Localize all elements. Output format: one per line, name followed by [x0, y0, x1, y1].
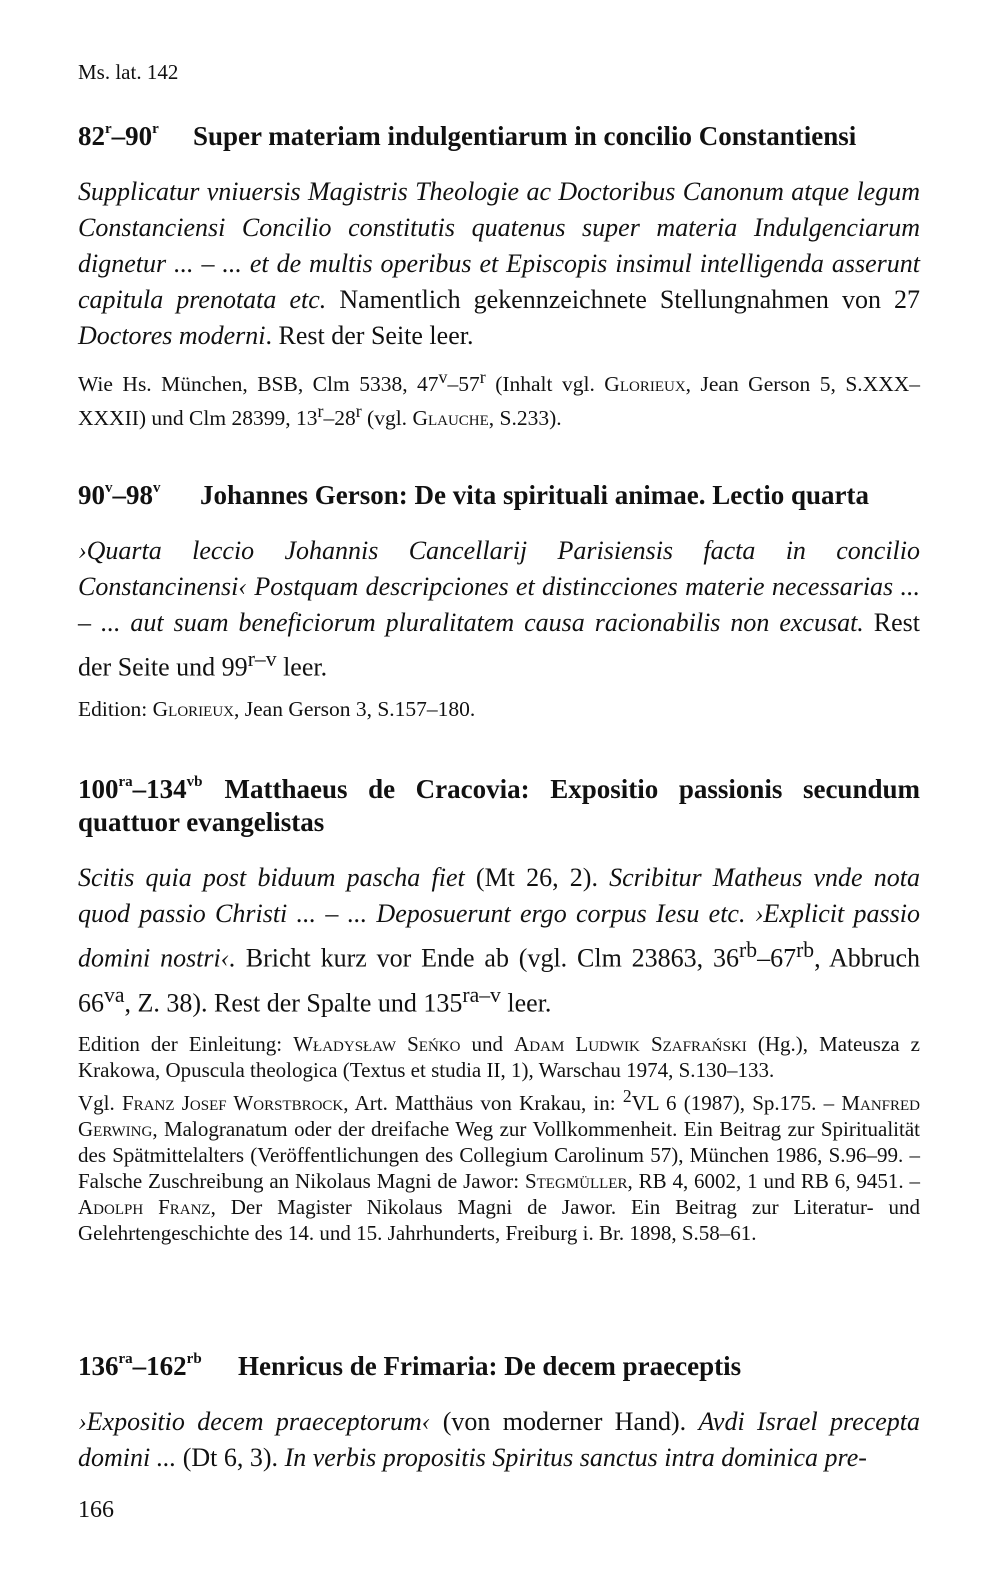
entry-title: Henricus de Frimaria: De decem praeceptis — [238, 1351, 742, 1381]
entry-incipit: ›Quarta leccio Johannis Cancellarij Parisiensis facta in concilio Constancinensi‹ Postquam descripciones et distincciones materie necessarias ... – ... aut suam beneficiorum pluralitatem causa racionabilis non excusat. Rest der Seite und 99$^{r-v}$ leer. — [78, 536, 920, 682]
entry-incipit: Supplicatur vniuersis Magistris Theologie ac Doctoribus Canonum atque legum Constanciensi Concilio constitutis quatenus super materia Indulgenciarum dignetur ... – ... et de multis operibus et Episcopis insimul intelligenda asserunt capitula prenotata etc. Namentlich gekennzeichnete Stellungnahmen von 27 Doctores moderni. Rest der Seite leer. — [78, 177, 921, 350]
catalog-entry — [78, 474, 920, 723]
entry-title: Johannes Gerson: De vita spirituali animae. Lectio quarta — [200, 480, 869, 510]
catalog-entry — [78, 1345, 920, 1476]
folio-range: $100^{ra}-134^{vb}$ — [78, 774, 203, 804]
entry-heading — [78, 1345, 920, 1383]
entry-note: Wie Hs. München, BSB, Clm 5338, 47$^v$–57$^r$ (Inhalt vgl. Glorieux, Jean Gerson 5, S.XXX–XXXII) und Clm 28399, 13$^r$–28$^r$ (vgl. Glauche, S.233). — [78, 367, 920, 431]
page-number: 166 — [78, 1497, 114, 1523]
entry-heading — [78, 115, 920, 153]
entry-incipit: ›Expositio decem praeceptorum‹ (von moderner Hand). Avdi Israel precepta domini ... (Dt 6, 3). In verbis propositis Spiritus sanctus intra dominica pre- — [78, 1407, 920, 1472]
running-head: Ms. lat. 142 — [78, 60, 179, 84]
folio-range: 90$^v$–98$^v$ — [78, 480, 161, 510]
entry-note: Edition der Einleitung: Władysław Seńko und Adam Ludwik Szafrański (Hg.), Mateusza z Krakowa, Opuscula theologica (Textus et studia II, 1), Warschau 1974, S.130–133. Vgl. Franz Josef Worstbrock, Art. Matthäus von Krakau, in: $^2$VL 6 (1987), Sp.175. – Manfred Gerwing, Malogranatum oder der dreifache Weg zur Vollkommenheit. Ein Beitrag zur Spiritualität des Spätmittelalters (Veröffentlichungen des Collegium Carolinum 57), München 1986, S.96–99. – Falsche Zuschreibung an Nikolaus Magni de Jawor: Stegmüller, RB 4, 6002, 1 und RB 6, 9451. – Adolph Franz, Der Magister Nikolaus Magni de Jawor. Ein Beitrag zur Literatur- und Gelehrtengeschichte des 14. und 15. Jahrhunderts, Freiburg i. Br. 1898, S.58–61. — [78, 1032, 921, 1246]
folio-range: $136^{ra}-162^{rb}$ — [78, 1351, 202, 1381]
entry-heading — [78, 474, 920, 512]
entry-heading — [78, 768, 920, 839]
catalog-entry — [78, 115, 920, 432]
folio-range: 82$^r$–90$^r$ — [78, 121, 159, 151]
entry-title: Super materiam indulgentiarum in concilio Constantiensi — [193, 121, 857, 151]
entry-note: Edition: Glorieux, Jean Gerson 3, S.157–180. — [78, 696, 476, 721]
entry-incipit: Scitis quia post biduum pascha fiet (Mt 26, 2). Scribitur Matheus vnde nota quod passio Christi ... – ... Deposuerunt ergo corpus Iesu etc. ›Explicit passio domini nostri‹. Bricht kurz vor Ende ab (vgl. Clm 23863, $36^{rb}-67^{rb}$, Abbruch $66^{va}$, Z. 38). Rest der Spalte und $135^{ra-v}$ leer. — [78, 863, 920, 1018]
entry-title: Matthaeus de Cracovia: Expositio passionis secundum quattuor evangelistas — [78, 774, 920, 837]
catalog-entry — [78, 768, 920, 1246]
